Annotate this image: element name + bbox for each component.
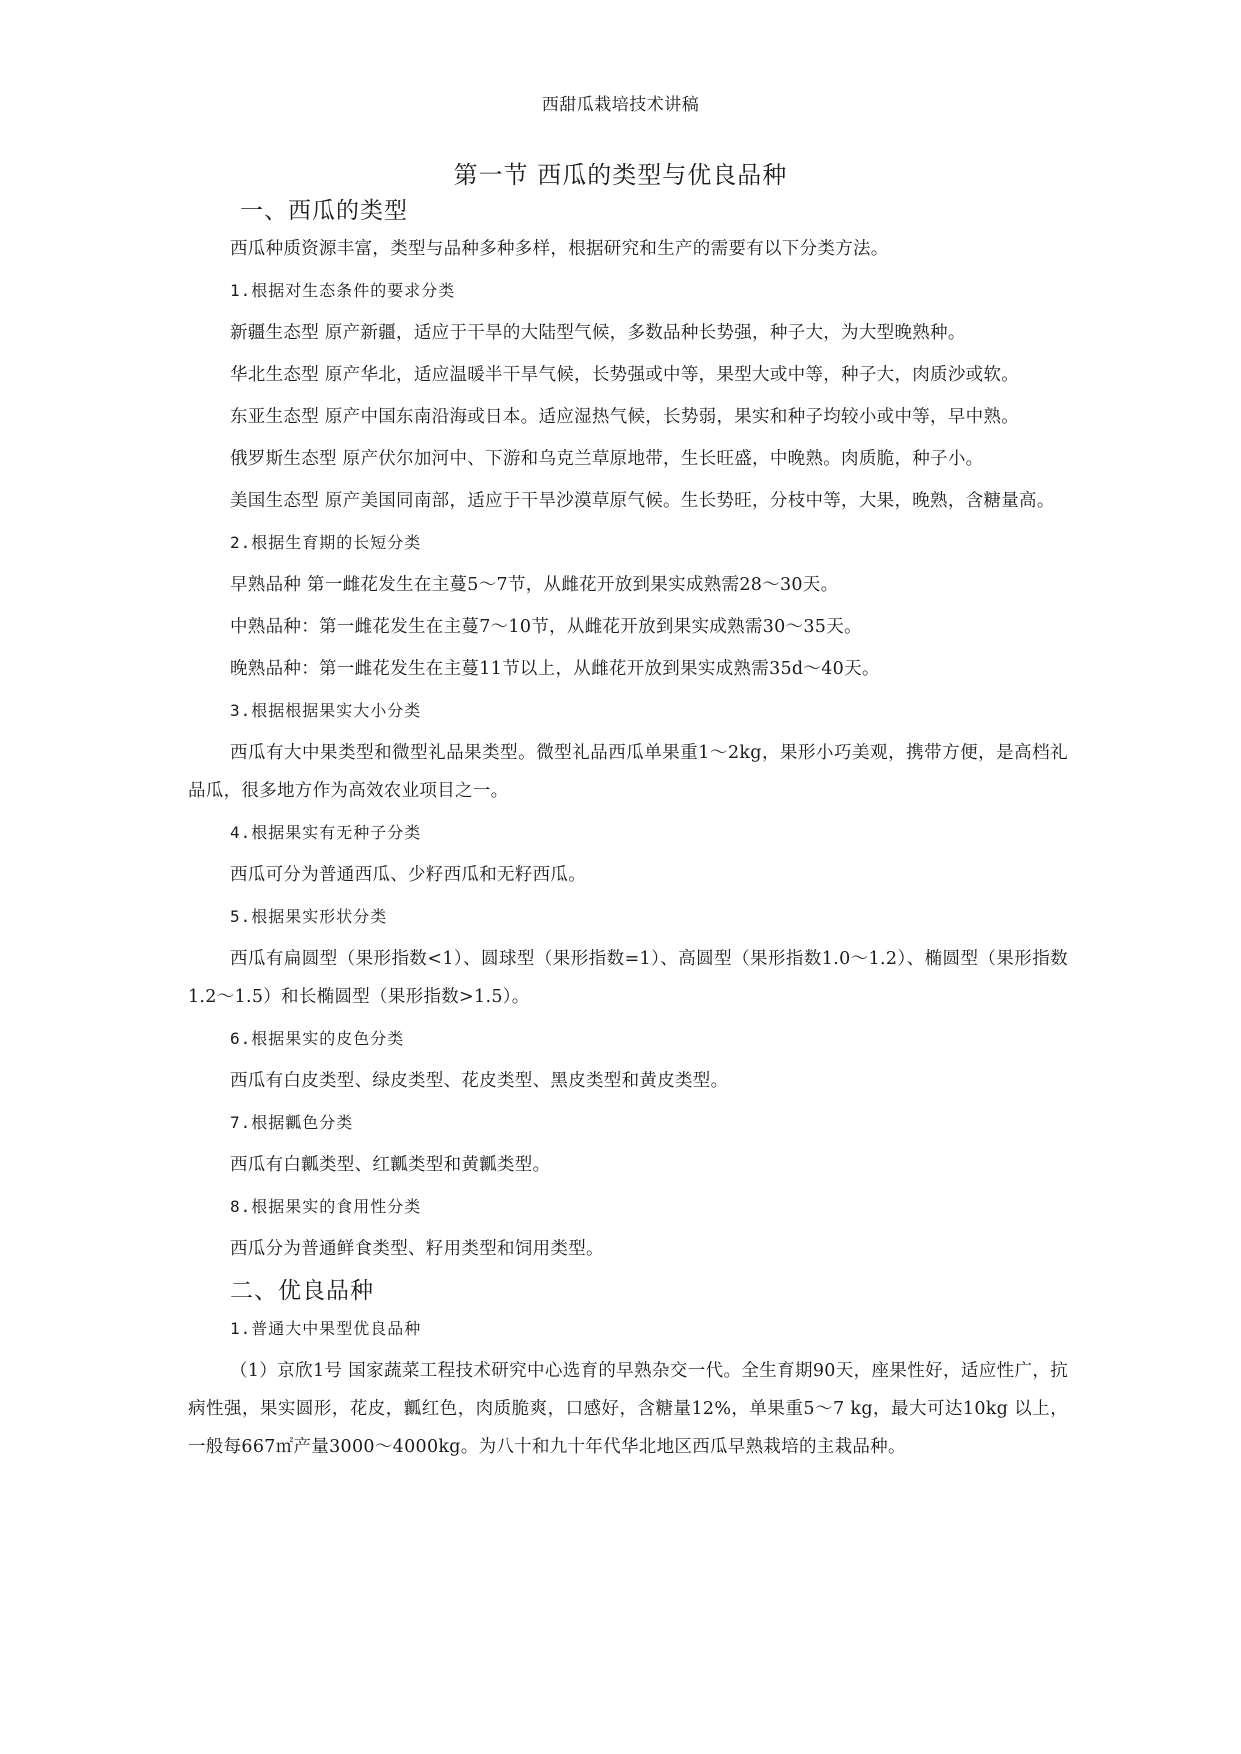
heading-fine-varieties: 二、优良品种 bbox=[230, 1278, 374, 1304]
document-title: 西甜瓜栽培技术讲稿 bbox=[541, 95, 700, 115]
edibility-paragraph: 西瓜分为普通鲜食类型、籽用类型和饲用类型。 bbox=[230, 1239, 604, 1259]
ecotype-paragraph: 俄罗斯生态型 原产伏尔加河中、下游和乌克兰草原地带，生长旺盛，中晚熟。肉质脆，种子小。 bbox=[230, 449, 984, 469]
document-body bbox=[188, 192, 1068, 1470]
maturity-paragraph: 中熟品种：第一雌花发生在主蔓7～10节，从雌花开放到果实成熟需30～35天。 bbox=[230, 617, 862, 637]
category-title-rind-color: 6.根据果实的皮色分类 bbox=[230, 1029, 405, 1048]
seeds-paragraph: 西瓜可分为普通西瓜、少籽西瓜和无籽西瓜。 bbox=[230, 865, 586, 885]
intro-paragraph: 西瓜种质资源丰富，类型与品种多种多样，根据研究和生产的需要有以下分类方法。 bbox=[230, 239, 889, 259]
section-title: 第一节 西瓜的类型与优良品种 bbox=[453, 161, 788, 189]
fruit-shape-paragraph: 西瓜有扁圆型（果形指数<1）、圆球型（果形指数=1）、高圆型（果形指数1.0～1.2）、椭圆型（果形指数1.2～1.5）和长椭圆型（果形指数>1.5）。 bbox=[188, 949, 1068, 1007]
ecotype-paragraph: 华北生态型 原产华北，适应温暖半干旱气候，长势强或中等，果型大或中等，种子大，肉质沙或软。 bbox=[230, 365, 1020, 385]
ecotype-paragraph: 新疆生态型 原产新疆，适应于干旱的大陆型气候，多数品种长势强，种子大，为大型晚熟种。 bbox=[230, 323, 966, 343]
maturity-paragraph: 早熟品种 第一雌花发生在主蔓5～7节，从雌花开放到果实成熟需28～30天。 bbox=[230, 575, 839, 595]
ecotype-paragraph: 东亚生态型 原产中国东南沿海或日本。适应湿热气候，长势弱，果实和种子均较小或中等，早中熟。 bbox=[230, 407, 1020, 427]
variety-paragraph: （1）京欣1号 国家蔬菜工程技术研究中心选育的早熟杂交一代。全生育期90天，座果性好，适应性广，抗病性强，果实圆形，花皮，瓤红色，肉质脆爽，口感好，含糖量12%，单果重5～7 kg，最大可达10kg 以上，一般每667㎡产量3000～4000kg。为八十和九十年代华北地区西瓜早熟栽培的主栽品种。 bbox=[188, 1361, 1068, 1457]
category-title-fruit-size: 3.根据根据果实大小分类 bbox=[230, 701, 422, 720]
flesh-color-paragraph: 西瓜有白瓤类型、红瓤类型和黄瓤类型。 bbox=[230, 1155, 551, 1175]
variety-group-title: 1.普通大中果型优良品种 bbox=[230, 1319, 422, 1338]
maturity-paragraph: 晚熟品种：第一雌花发生在主蔓11节以上，从雌花开放到果实成熟需35d～40天。 bbox=[230, 659, 880, 679]
heading-watermelon-types: 一、西瓜的类型 bbox=[240, 198, 408, 224]
category-title-fruit-shape: 5.根据果实形状分类 bbox=[230, 907, 388, 926]
category-title-flesh-color: 7.根据瓤色分类 bbox=[230, 1113, 354, 1132]
ecotype-paragraph: 美国生态型 原产美国同南部，适应于干旱沙漠草原气候。生长势旺，分枝中等，大果，晚熟，含糖量高。 bbox=[230, 491, 1055, 511]
category-title-ecology: 1.根据对生态条件的要求分类 bbox=[230, 281, 456, 300]
rind-color-paragraph: 西瓜有白皮类型、绿皮类型、花皮类型、黑皮类型和黄皮类型。 bbox=[230, 1071, 729, 1091]
fruit-size-paragraph: 西瓜有大中果类型和微型礼品果类型。微型礼品西瓜单果重1～2kg，果形小巧美观，携带方便，是高档礼品瓜，很多地方作为高效农业项目之一。 bbox=[188, 743, 1068, 801]
category-title-edibility: 8.根据果实的食用性分类 bbox=[230, 1197, 422, 1216]
category-title-growth-period: 2.根据生育期的长短分类 bbox=[230, 533, 422, 552]
category-title-seeds: 4.根据果实有无种子分类 bbox=[230, 823, 422, 842]
